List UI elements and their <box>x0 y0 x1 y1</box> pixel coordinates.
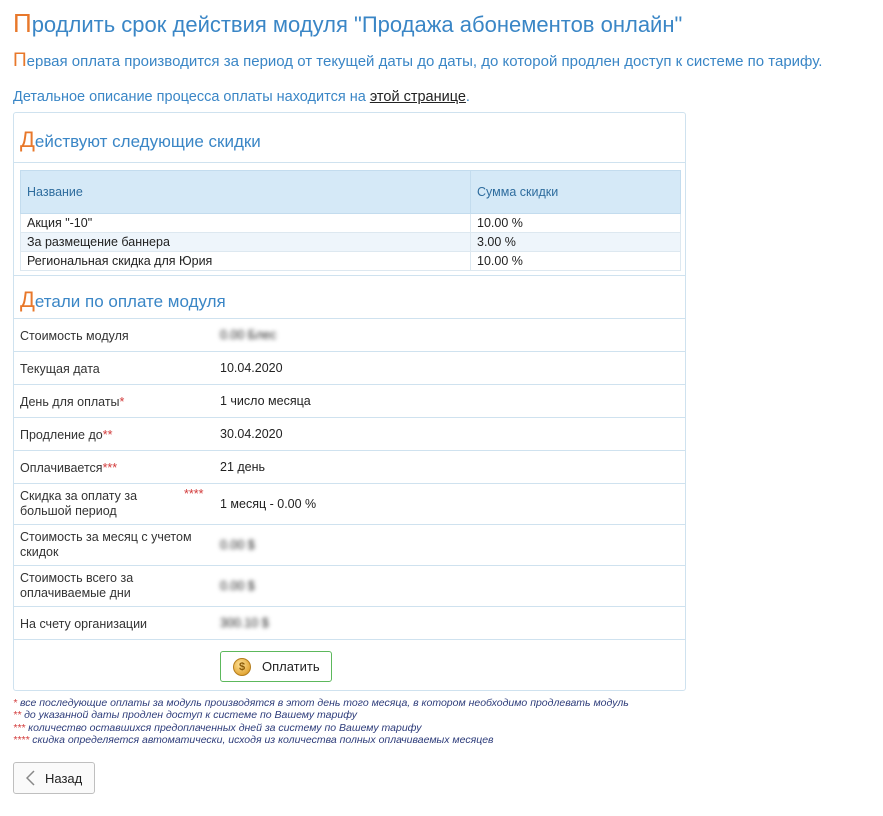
discount-amount: 10.00 % <box>471 252 681 271</box>
detail-row-long-period-discount: Скидка за оплату за большой период **** 1 месяц - 0.00 % <box>14 483 685 525</box>
column-header-amount: Сумма скидки <box>471 171 681 214</box>
discount-name: Акция "-10" <box>21 214 471 233</box>
description-text: Детальное описание процесса оплаты находится на этой странице. <box>13 89 470 105</box>
coin-icon: $ <box>233 658 251 676</box>
discounts-title: Действуют следующие скидки <box>20 127 261 152</box>
detail-row-extension-until: Продление до** 30.04.2020 <box>14 417 685 451</box>
footnote: ** до указанной даты продлен доступ к системе по Вашему тарифу <box>13 709 357 722</box>
page-title: Продлить срок действия модуля "Продажа абонементов онлайн" <box>13 8 683 38</box>
detail-row-current-date: Текущая дата 10.04.2020 <box>14 351 685 385</box>
column-header-name: Название <box>21 171 471 214</box>
table-row <box>21 214 681 233</box>
divider <box>14 639 685 640</box>
back-button[interactable]: Назад <box>13 762 95 794</box>
detail-row-paid-days: Оплачивается*** 21 день <box>14 450 685 484</box>
detail-row-monthly-cost: Стоимость за месяц с учетом скидок 0.00 $ <box>14 524 685 566</box>
discount-amount: 10.00 % <box>471 214 681 233</box>
pay-button[interactable]: $ Оплатить <box>220 651 332 682</box>
details-page-link[interactable]: этой странице <box>369 89 466 105</box>
discount-name: Региональная скидка для Юрия <box>21 252 471 271</box>
table-row <box>21 252 681 271</box>
detail-row-module-cost: Стоимость модуля 0.00 Блес <box>14 318 685 352</box>
details-title: Детали по оплате модуля <box>20 287 226 312</box>
footnotes <box>13 697 629 746</box>
footnote: *** количество оставшихся предоплаченных дней за систему по Вашему тарифу <box>13 721 422 734</box>
discount-name: За размещение баннера <box>21 233 471 252</box>
detail-row-payment-day: День для оплаты* 1 число месяца <box>14 384 685 418</box>
intro-text: Первая оплата производится за период от текущей даты до даты, до которой продлен доступ к системе по тарифу. <box>13 50 823 71</box>
footnote: * все последующие оплаты за модуль производятся в этот день того месяца, в котором необходимо продлевать модуль <box>13 697 629 709</box>
divider <box>14 162 685 163</box>
chevron-left-icon <box>26 770 35 786</box>
table-row <box>21 233 681 252</box>
payment-panel <box>13 112 686 691</box>
detail-row-account-balance: На счету организации 300.10 $ <box>14 606 685 640</box>
detail-row-total-cost: Стоимость всего за оплачиваемые дни 0.00 $ <box>14 565 685 607</box>
discounts-table <box>20 170 681 271</box>
footnote: **** скидка определяется автоматически, исходя из количества полных оплачиваемых месяцев <box>13 733 494 746</box>
divider <box>14 275 685 276</box>
discount-amount: 3.00 % <box>471 233 681 252</box>
